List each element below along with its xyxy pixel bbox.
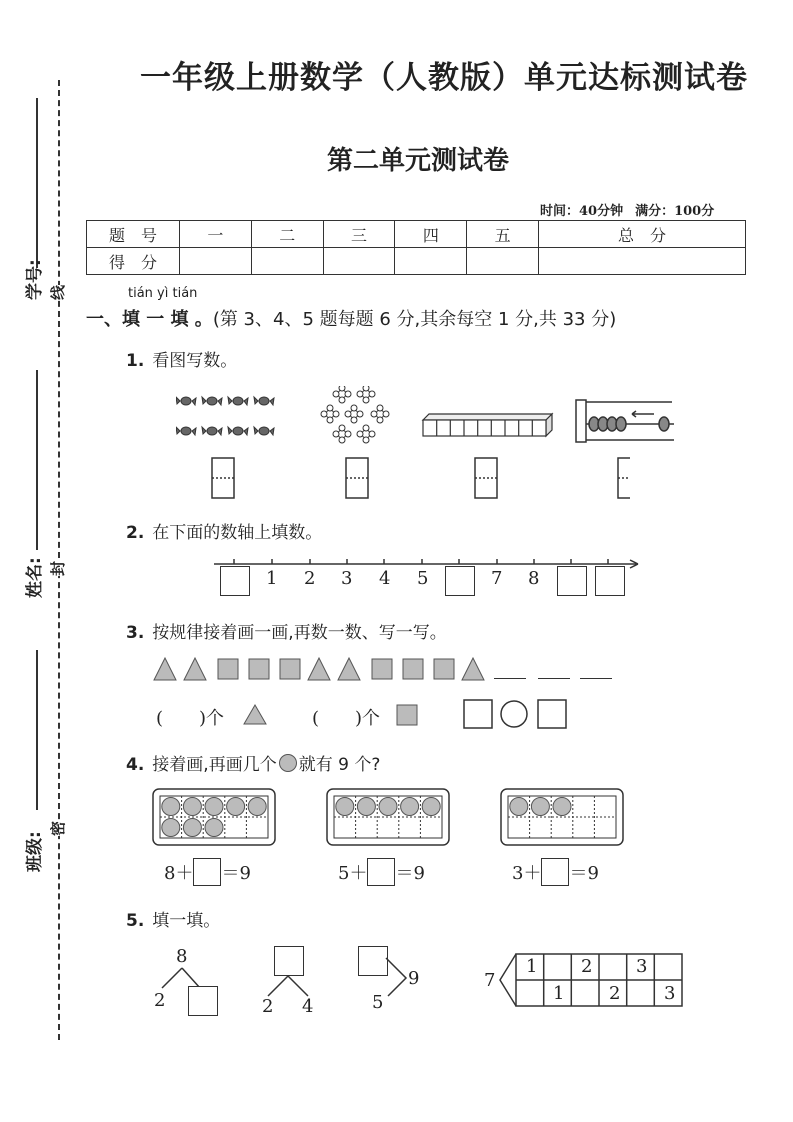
count-paren-open: ( <box>312 708 320 729</box>
candy-icon <box>254 397 274 405</box>
candy-icon <box>254 427 274 435</box>
student-id-label: 学号: <box>25 259 45 300</box>
triangle-shape <box>308 658 330 680</box>
score-header-cell: 一 <box>180 221 252 248</box>
equation-right: ＝9 <box>395 863 425 884</box>
pattern-blank[interactable] <box>494 678 526 679</box>
number-line-label: 4 <box>379 568 391 589</box>
write-number-boxes <box>210 456 630 500</box>
candy-icon <box>228 397 248 405</box>
score-row-label: 得 分 <box>87 248 180 275</box>
square-shape <box>280 659 300 679</box>
square-shape <box>218 659 238 679</box>
equation-left: 3＋ <box>512 863 542 884</box>
tree3-right: 9 <box>408 968 420 989</box>
candy-icon <box>202 427 222 435</box>
question-text: 在下面的数轴上填数。 <box>152 523 323 543</box>
square-shape <box>434 659 454 679</box>
seal-char-feng: 封 <box>49 560 68 577</box>
square-shape <box>372 659 392 679</box>
abacus-picture <box>574 398 678 446</box>
class-label: 班级: <box>25 831 45 872</box>
triangle-icon <box>242 704 268 726</box>
count-paren-open: ( <box>156 708 164 729</box>
shape-pattern <box>150 656 620 684</box>
score-header-cell: 题 号 <box>87 221 180 248</box>
equation-blank[interactable] <box>367 858 395 886</box>
section-heading <box>86 305 616 331</box>
equation-right: ＝9 <box>569 863 599 884</box>
question-text: 填一填。 <box>152 911 221 931</box>
name-line[interactable] <box>36 370 38 550</box>
class-line[interactable] <box>36 650 38 810</box>
equation-left: 8＋ <box>164 863 194 884</box>
circle-outline-icon <box>501 701 527 727</box>
flower-icon <box>345 405 363 423</box>
circle-icon <box>279 754 297 772</box>
flower-picture <box>320 386 396 446</box>
pattern-blank[interactable] <box>580 678 612 679</box>
equation-blank[interactable] <box>193 858 221 886</box>
question-1 <box>126 346 237 371</box>
number-line-label: 8 <box>528 568 540 589</box>
number-line-blank[interactable] <box>445 566 475 596</box>
ten-frame-1 <box>152 788 276 846</box>
square-outline-icon <box>538 700 566 728</box>
count-paren-close: )个 <box>355 708 381 729</box>
number-line-label: 3 <box>341 568 353 589</box>
equation-2 <box>338 858 425 886</box>
question-text: 接着画,再画几个 <box>152 755 277 775</box>
tree1-left: 2 <box>154 990 166 1011</box>
grid-whole: 7 <box>484 970 496 991</box>
answer-box-abacus <box>618 458 630 498</box>
number-line-label: 7 <box>491 568 503 589</box>
section-title: 一、填 一 填 。 <box>86 309 213 330</box>
equation-3 <box>512 858 599 886</box>
flower-icon <box>357 386 375 403</box>
tree1-top: 8 <box>176 946 188 967</box>
candy-icon <box>176 427 196 435</box>
answer-box-flowers <box>346 458 368 498</box>
grid-cell: 1 <box>526 956 538 977</box>
grid-cell: 1 <box>553 983 565 1004</box>
section-pinyin: tián yì tián <box>128 286 198 301</box>
score-header-cell: 三 <box>323 221 395 248</box>
triangle-shape <box>462 658 484 680</box>
square-count <box>312 704 380 730</box>
number-line-blank[interactable] <box>557 566 587 596</box>
score-table-score-row <box>87 248 746 275</box>
answer-shape-boxes <box>462 698 570 730</box>
seal-char-mi: 密 <box>49 820 68 837</box>
flower-icon <box>333 386 351 403</box>
score-input-cell[interactable] <box>323 248 395 275</box>
grid-cell: 2 <box>609 983 621 1004</box>
answer-box-candies <box>212 458 234 498</box>
tree2-left: 2 <box>262 996 274 1017</box>
grid-cell: 2 <box>581 956 593 977</box>
question-4 <box>126 750 380 775</box>
flower-icon <box>371 405 389 423</box>
tree2-branches <box>262 974 316 998</box>
page-subtitle: 第二单元测试卷 <box>326 146 509 176</box>
equation-1 <box>164 858 251 886</box>
candy-picture <box>176 386 276 446</box>
score-table-header-row <box>87 221 746 248</box>
answer-box-cubes <box>475 458 497 498</box>
flower-icon <box>357 425 375 443</box>
score-input-cell[interactable] <box>251 248 323 275</box>
tree3-bottom: 5 <box>372 992 384 1013</box>
equation-right: ＝9 <box>221 863 251 884</box>
tree2-blank[interactable] <box>274 946 304 976</box>
score-header-cell: 总 分 <box>539 221 746 248</box>
number-line-label: 1 <box>266 568 278 589</box>
square-icon <box>396 704 418 726</box>
count-paren-close: )个 <box>199 708 225 729</box>
flower-icon <box>321 405 339 423</box>
number-line-label: 5 <box>417 568 429 589</box>
time-info <box>540 200 726 219</box>
number-line-blank[interactable] <box>220 566 250 596</box>
square-shape <box>403 659 423 679</box>
ten-frame-2 <box>326 788 450 846</box>
question-3 <box>126 618 447 643</box>
question-number: 1. <box>126 351 145 371</box>
question-5 <box>126 906 220 931</box>
question-text: 按规律接着画一画,再数一数、写一写。 <box>152 623 447 643</box>
page-title: 一年级上册数学（人教版）单元达标测试卷 <box>140 60 748 96</box>
number-line-label: 2 <box>304 568 316 589</box>
time-limit: 时间：40分钟 <box>540 204 624 219</box>
triangle-shape <box>154 658 176 680</box>
name-label: 姓名: <box>25 557 45 598</box>
candy-icon <box>176 397 196 405</box>
candy-icon <box>228 427 248 435</box>
equation-blank[interactable] <box>541 858 569 886</box>
equation-left: 5＋ <box>338 863 368 884</box>
score-input-cell[interactable] <box>395 248 467 275</box>
question-number: 3. <box>126 623 145 643</box>
candy-icon <box>202 397 222 405</box>
seal-char-xian: 线 <box>49 284 68 301</box>
question-number: 2. <box>126 523 145 543</box>
question-text: 看图写数。 <box>152 351 238 371</box>
score-header-cell: 二 <box>251 221 323 248</box>
grid-cell: 3 <box>636 956 648 977</box>
score-input-cell[interactable] <box>180 248 252 275</box>
triangle-shape <box>184 658 206 680</box>
full-score: 满分：100分 <box>635 204 715 219</box>
score-input-cell[interactable] <box>467 248 539 275</box>
question-number: 5. <box>126 911 145 931</box>
question-text-2: 就有 9 个? <box>298 755 381 775</box>
pattern-blank[interactable] <box>538 678 570 679</box>
number-line-blank[interactable] <box>595 566 625 596</box>
grid-cell: 3 <box>664 983 676 1004</box>
flower-icon <box>333 425 351 443</box>
tree1-blank[interactable] <box>188 986 218 1016</box>
ten-frame-3 <box>500 788 624 846</box>
score-header-cell: 五 <box>467 221 539 248</box>
section-note: (第 3、4、5 题每题 6 分,其余每空 1 分,共 33 分) <box>212 309 617 330</box>
tree2-right: 4 <box>302 996 314 1017</box>
triangle-count <box>156 704 224 730</box>
student-id-line[interactable] <box>36 98 38 268</box>
square-outline-icon <box>464 700 492 728</box>
question-number: 4. <box>126 755 145 775</box>
cube-bar-picture <box>420 412 556 438</box>
score-header-cell: 四 <box>395 221 467 248</box>
triangle-shape <box>338 658 360 680</box>
square-shape <box>249 659 269 679</box>
score-table <box>86 220 746 275</box>
score-input-cell[interactable] <box>539 248 746 275</box>
question-2 <box>126 518 322 543</box>
